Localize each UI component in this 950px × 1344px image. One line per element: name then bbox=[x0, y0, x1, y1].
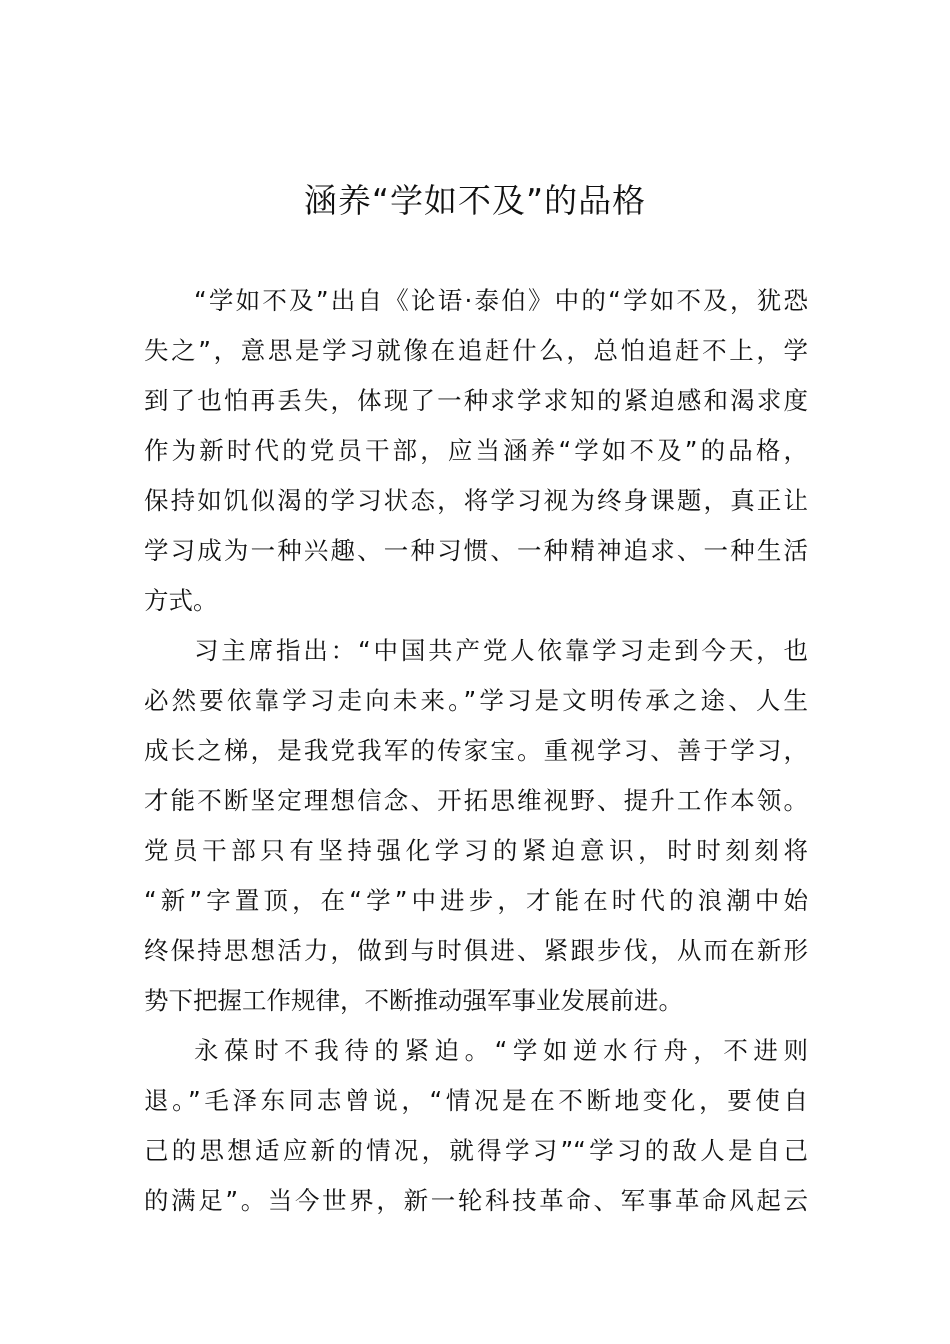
text-line: 的满足”。当今世界，新一轮科技革命、军事革命风起云 bbox=[144, 1186, 808, 1215]
text-line: 势下把握工作规律，不断推动强军事业发展前进。 bbox=[144, 986, 683, 1015]
text-line: 才能不断坚定理想信念、开拓思维视野、提升工作本领。 bbox=[144, 786, 808, 815]
text-line: 失之”，意思是学习就像在追赶什么，总怕追赶不上，学 bbox=[144, 336, 808, 365]
text-line: 成长之梯，是我党我军的传家宝。重视学习、善于学习， bbox=[144, 736, 808, 765]
text-line: 作为新时代的党员干部，应当涵养“学如不及”的品格， bbox=[144, 436, 808, 465]
text-line: 保持如饥似渴的学习状态，将学习视为终身课题，真正让 bbox=[144, 486, 808, 515]
text-line: 党员干部只有坚持强化学习的紧迫意识，时时刻刻将 bbox=[144, 836, 808, 865]
text-line: 学习成为一种兴趣、一种习惯、一种精神追求、一种生活 bbox=[144, 536, 808, 565]
text-line: 退。”毛泽东同志曾说，“情况是在不断地变化，要使自 bbox=[144, 1086, 808, 1115]
text-line: 必然要依靠学习走向未来。”学习是文明传承之途、人生 bbox=[144, 686, 808, 715]
text-line: 终保持思想活力，做到与时俱进、紧跟步伐，从而在新形 bbox=[144, 936, 808, 965]
text-line: 己的思想适应新的情况，就得学习”“学习的敌人是自己 bbox=[144, 1136, 808, 1165]
document-body bbox=[144, 276, 808, 1226]
text-line: 到了也怕再丢失，体现了一种求学求知的紧迫感和渴求度 bbox=[144, 386, 808, 415]
text-line: 永葆时不我待的紧迫。“学如逆水行舟，不进则 bbox=[194, 1036, 808, 1065]
text-line: “学如不及”出自《论语·泰伯》中的“学如不及，犹恐 bbox=[194, 286, 808, 315]
text-line: 方式。 bbox=[144, 586, 218, 615]
text-line: 习主席指出：“中国共产党人依靠学习走到今天，也 bbox=[194, 636, 808, 665]
text-line: “新”字置顶，在“学”中进步，才能在时代的浪潮中始 bbox=[144, 886, 808, 915]
document-title: 涵养“学如不及”的品格 bbox=[303, 181, 647, 220]
